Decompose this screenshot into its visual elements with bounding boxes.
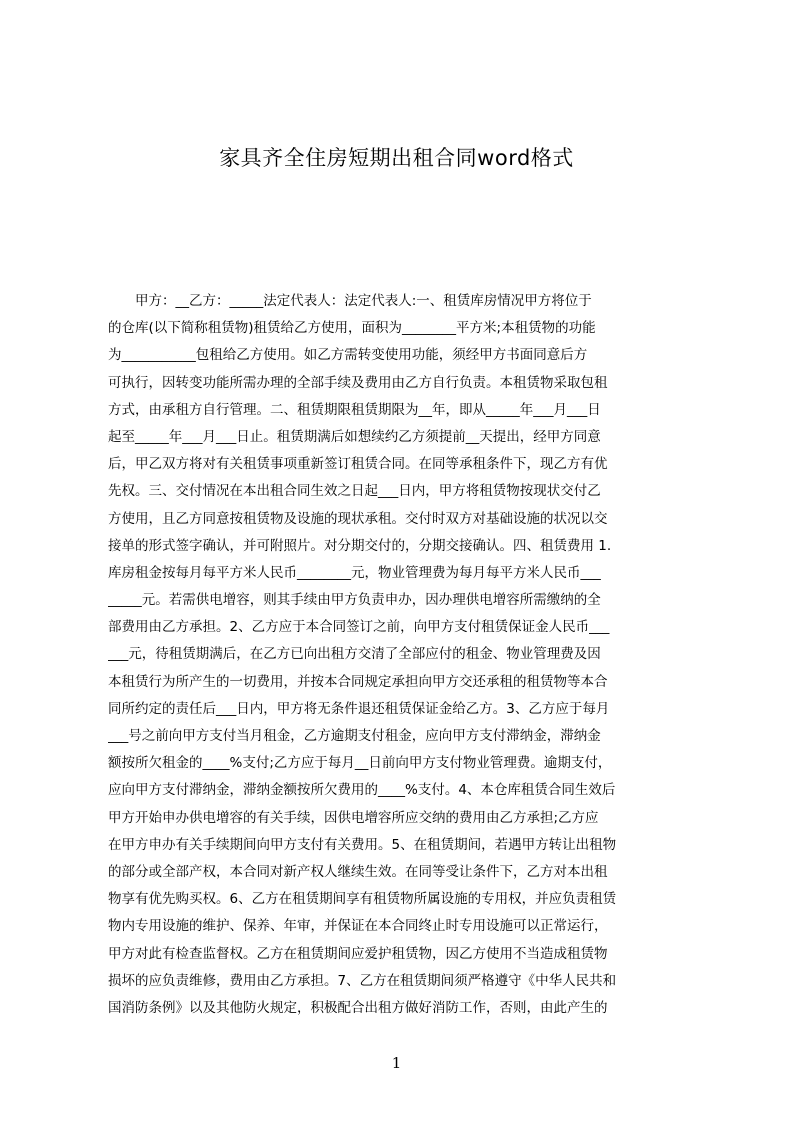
body-line: 的仓库(以下简称租赁物)租赁给乙方使用，面积为________平方米;本租赁物的功能 — [108, 320, 596, 337]
body-line: ___号之前向甲方支付当月租金，乙方逾期支付租金，应向甲方支付滞纳金，滞纳金 — [108, 728, 601, 744]
body-line: 可执行，因转变功能所需办理的全部手续及费用由乙方自行负责。本租赁物采取包租 — [108, 374, 608, 391]
body-line: 甲方对此有检查监督权。乙方在租赁期间应爱护租赁物，因乙方使用不当造成租赁物 — [108, 945, 608, 962]
body-line: 物享有优先购买权。6、乙方在租赁期间享有租赁物所属设施的专用权，并应负责租赁 — [108, 891, 617, 908]
page-number: 1 — [391, 1054, 402, 1072]
body-line: 国消防条例》以及其他防火规定，积极配合出租方做好消防工作，否则，由此产生的 — [108, 999, 608, 1016]
body-line: 起至_____年___月___日止。租赁期满后如想续约乙方须提前__天提出，经甲方同意 — [108, 428, 601, 445]
body-line: 损坏的应负责维修，费用由乙方承担。7、乙方在租赁期间须严格遵守《中华人民共和 — [108, 972, 617, 989]
body-line: 方使用，且乙方同意按租赁物及设施的现状承租。交付时双方对基础设施的状况以交 — [108, 510, 608, 527]
body-line: 为___________包租给乙方使用。如乙方需转变使用功能，须经甲方书面同意后方 — [108, 347, 588, 364]
body-line: 物内专用设施的维护、保养、年审，并保证在本合同终止时专用设施可以正常运行， — [108, 918, 608, 935]
body-line: ___元，待租赁期满后，在乙方已向出租方交清了全部应付的租金、物业管理费及因 — [108, 646, 601, 663]
body-line: _____元。若需供电增容，则其手续由甲方负责申办，因办理供电增容所需缴纳的全 — [108, 592, 601, 609]
body-line: 后，甲乙双方将对有关租赁事项重新签订租赁合同。在同等承租条件下，现乙方有优 — [108, 456, 608, 473]
body-line: 库房租金按每月每平方米人民币________元，物业管理费为每月每平方米人民币___ — [108, 564, 601, 581]
body-line: 应向甲方支付滞纳金，滞纳金额按所欠费用的____%支付。4、本仓库租赁合同生效后 — [108, 782, 616, 799]
body-line: 的部分或全部产权，本合同对新产权人继续生效。在同等受让条件下，乙方对本出租 — [108, 863, 608, 880]
body-line: 同所约定的责任后___日内，甲方将无条件退还租赁保证金给乙方。3、乙方应于每月 — [108, 700, 610, 717]
body-line: 方式，由承租方自行管理。二、租赁期限租赁期限为__年，即从_____年___月___日 — [108, 401, 601, 418]
body-line: 本租赁行为所产生的一切费用，并按本合同规定承担向甲方交还承租的租赁物等本合 — [108, 673, 608, 690]
body-line: 先权。三、交付情况在本出租合同生效之日起___日内，甲方将租赁物按现状交付乙 — [108, 483, 601, 500]
body-line: 在甲方申办有关手续期间向甲方支付有关费用。5、在租赁期间，若遇甲方转让出租物 — [108, 836, 617, 853]
body-line: 甲方：__乙方：_____法定代表人：法定代表人:一、租赁库房情况甲方将位于 — [108, 293, 592, 309]
body-line: 甲方开始申办供电增容的有关手续，因供电增容所应交纳的费用由乙方承担;乙方应 — [108, 809, 599, 826]
body-line: 部费用由乙方承担。2、乙方应于本合同签订之前，向甲方支付租赁保证金人民币___ — [108, 619, 610, 636]
body-line: 额按所欠租金的____%支付;乙方应于每月__日前向甲方支付物业管理费。逾期支付， — [108, 755, 612, 772]
body-line: 接单的形式签字确认，并可附照片。对分期交付的，分期交接确认。四、租赁费用 1. — [108, 537, 612, 554]
contract-body — [108, 288, 698, 1018]
document-title: 家具齐全住房短期出租合同word格式 — [219, 146, 574, 170]
